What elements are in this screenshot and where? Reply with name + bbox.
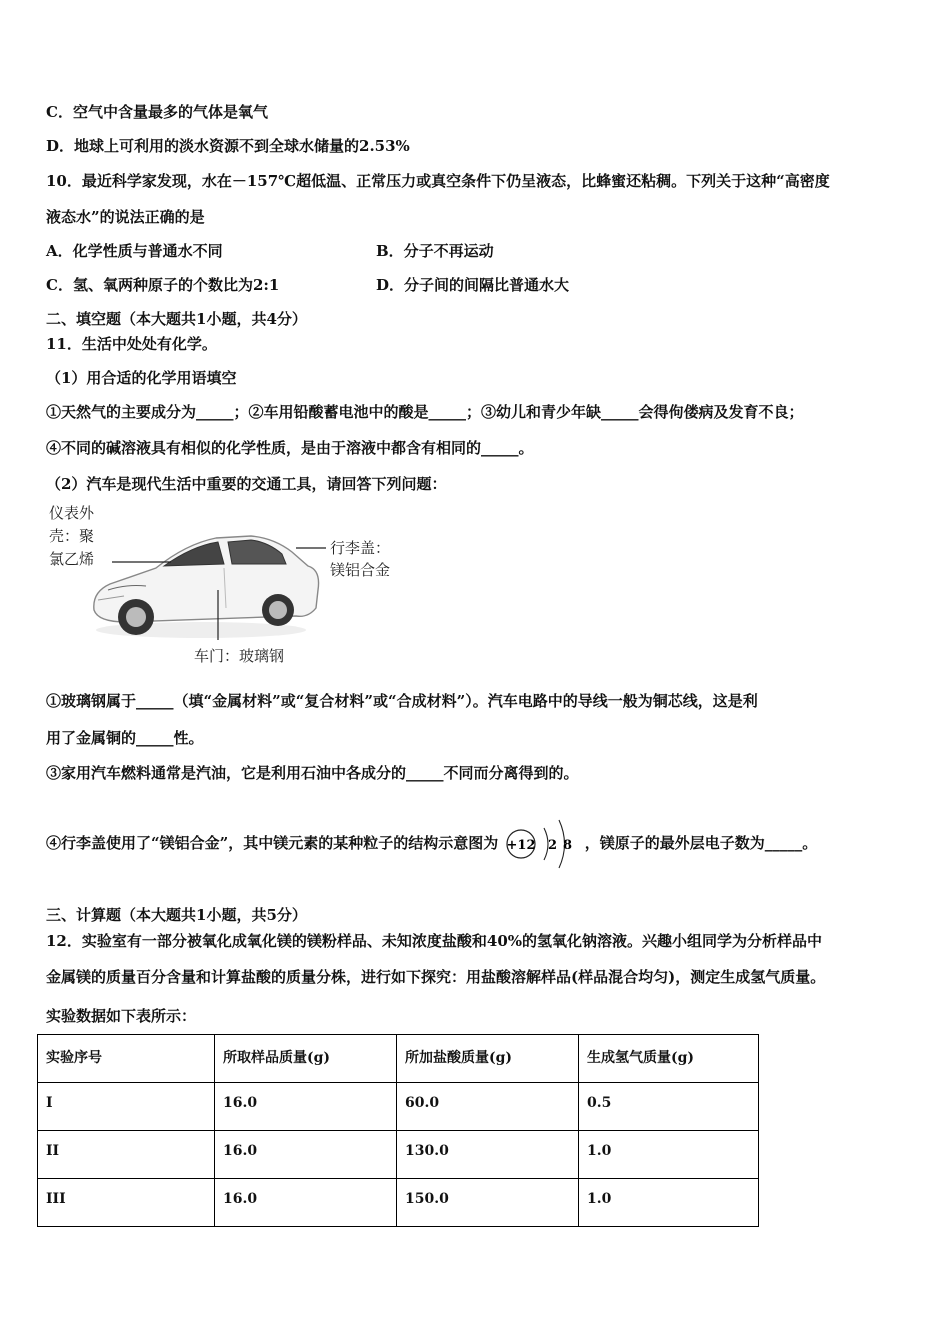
table-cell: 16.0 xyxy=(215,1179,397,1227)
question-11-part-1-line-a: ①天然气的主要成分为_____；②车用铅酸蓄电池中的酸是_____；③幼儿和青少年缺_____会得佝偻病及发育不良； xyxy=(46,403,804,421)
table-cell: I xyxy=(38,1083,215,1131)
question-10-option-d: D．分子间的间隔比普通水大 xyxy=(376,276,570,294)
question-10-option-b: B．分子不再运动 xyxy=(376,242,494,260)
question-11-part-1-line-b: ④不同的碱溶液具有相似的化学性质，是由于溶液中都含有相同的_____。 xyxy=(46,439,534,457)
table-header-cell: 所加盐酸质量(g) xyxy=(397,1035,579,1083)
table-row xyxy=(38,1179,759,1227)
atom-shells xyxy=(504,814,580,874)
table-header-cell: 实验序号 xyxy=(38,1035,215,1083)
atom-shell-1-electrons: 2 xyxy=(547,838,557,853)
table-header-cell: 所取样品质量(g) xyxy=(215,1035,397,1083)
experiment-data-table xyxy=(37,1034,759,1227)
sub-4-text-b: ，镁原子的最外层电子数为_____。 xyxy=(584,834,818,852)
question-11-part-1: （1）用合适的化学用语填空 xyxy=(46,369,237,387)
sub-4-text-a: ④行李盖使用了“镁铝合金”，其中镁元素的某种粒子的结构示意图为 xyxy=(46,834,499,852)
mg-atom-structure-diagram xyxy=(504,833,580,855)
dash-label-line-2: 壳：聚 xyxy=(49,527,95,545)
question-12-stem-2: 金属镁的质量百分含量和计算盐酸的质量分株，进行如下探究：用盐酸溶解样品(样品混合均匀)，测定生成氢气质量。 xyxy=(46,968,826,986)
table-cell: 150.0 xyxy=(397,1179,579,1227)
table-cell: 0.5 xyxy=(579,1083,759,1131)
table-header-row xyxy=(38,1035,759,1083)
table-cell: II xyxy=(38,1131,215,1179)
table-cell: 1.0 xyxy=(579,1131,759,1179)
question-11-sub-1-line-a: ①玻璃钢属于_____（填“金属材料”或“复合材料”或“合成材料”）。汽车电路中的导线一般为铜芯线，这是利 xyxy=(46,692,758,710)
option-d-prev: D．地球上可利用的淡水资源不到全球水储量的2.53% xyxy=(46,137,410,155)
table-row xyxy=(38,1131,759,1179)
table-header-cell: 生成氢气质量(g) xyxy=(579,1035,759,1083)
section-2-heading: 二、填空题（本大题共1小题，共4分） xyxy=(46,310,307,328)
table-cell: III xyxy=(38,1179,215,1227)
atom-nucleus-charge: +12 xyxy=(506,838,535,853)
question-10-option-c: C．氢、氧两种原子的个数比为2:1 xyxy=(46,276,280,294)
question-11-sub-1-line-b: 用了金属铜的_____性。 xyxy=(46,729,204,747)
question-11-sub-4 xyxy=(46,833,817,855)
trunk-label-line-1: 行李盖： xyxy=(330,539,391,557)
question-12-stem-3: 实验数据如下表所示： xyxy=(46,1007,197,1025)
question-12-stem-1: 12．实验室有一部分被氧化成氧化镁的镁粉样品、未知浓度盐酸和40%的氢氧化钠溶液。兴趣小组同学为分析样品中 xyxy=(46,932,823,950)
question-10-stem-2: 液态水”的说法正确的是 xyxy=(46,208,205,226)
option-c-prev: C．空气中含量最多的气体是氧气 xyxy=(46,103,268,121)
dash-label-line-1: 仪表外 xyxy=(49,504,95,522)
table-cell: 60.0 xyxy=(397,1083,579,1131)
dash-label-line-3: 氯乙烯 xyxy=(49,550,95,568)
question-11-sub-3: ③家用汽车燃料通常是汽油，它是利用石油中各成分的_____不同而分离得到的。 xyxy=(46,764,579,782)
table-cell: 16.0 xyxy=(215,1131,397,1179)
table-cell: 16.0 xyxy=(215,1083,397,1131)
door-label: 车门：玻璃钢 xyxy=(194,647,285,665)
section-3-heading: 三、计算题（本大题共1小题，共5分） xyxy=(46,906,307,924)
question-11-stem: 11．生活中处处有化学。 xyxy=(46,335,217,353)
atom-shell-2-electrons: 8 xyxy=(562,838,572,853)
car-figure xyxy=(46,500,446,675)
question-10-option-a: A．化学性质与普通水不同 xyxy=(46,242,223,260)
table-cell: 130.0 xyxy=(397,1131,579,1179)
table-row xyxy=(38,1083,759,1131)
question-11-part-2: （2）汽车是现代生活中重要的交通工具，请回答下列问题： xyxy=(46,475,447,493)
table-cell: 1.0 xyxy=(579,1179,759,1227)
trunk-label-line-2: 镁铝合金 xyxy=(330,561,391,579)
question-10-stem-1: 10．最近科学家发现，水在－157℃超低温、正常压力或真空条件下仍呈液态，比蜂蜜还粘稠。下列关于这种“高密度 xyxy=(46,172,830,190)
